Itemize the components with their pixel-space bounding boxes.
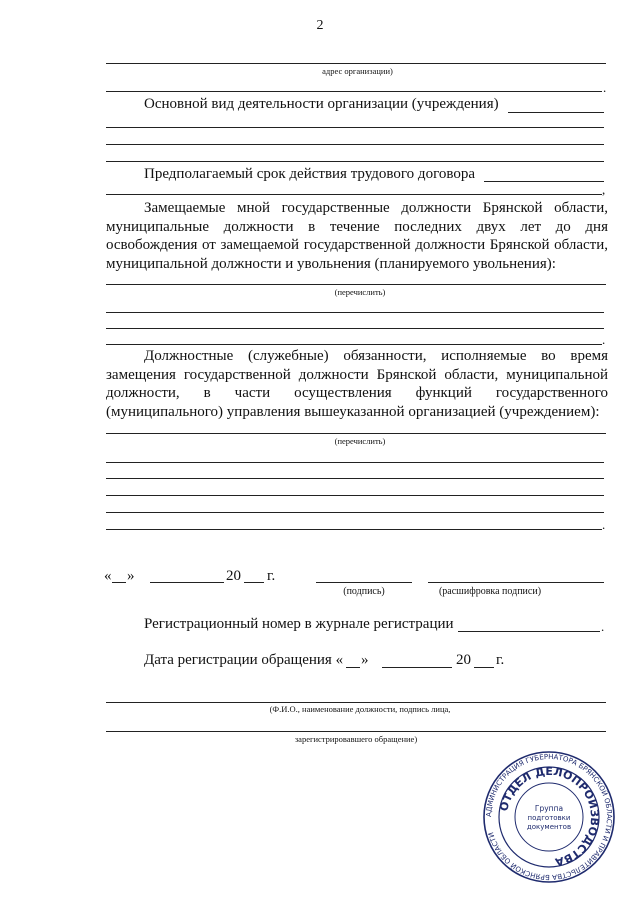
registration-number-label: Регистрационный номер в журнале регистрации [144, 616, 454, 632]
duties-line-6 [106, 529, 602, 530]
positions-line-1 [106, 284, 606, 285]
registration-year-blank [474, 667, 494, 668]
contract-term-dot: , [602, 182, 606, 197]
registrar-caption-1: (Ф.И.О., наименование должности, подпись лица, [269, 704, 451, 714]
duties-dot: . [602, 517, 606, 532]
department-stamp [482, 750, 616, 884]
signature-decode-line [428, 582, 604, 583]
registrar-line-1 [106, 702, 606, 703]
stamp-center-line-3: документов [526, 823, 572, 831]
positions-paragraph: Замещаемые мной государственные должности Брянской области, муниципальные должности в течение последних двух лет до дня освобождения от замещаемой государственной должности Брянской области, муниципальной должности и увольнения (планируемого увольнения): [106, 200, 608, 272]
date-day-blank [112, 582, 126, 583]
address-line [106, 63, 606, 64]
address-line-dot: . [603, 80, 607, 95]
contract-term-label: Предполагаемый срок действия трудового договора [144, 166, 475, 182]
positions-list-caption: (перечислить) [334, 287, 386, 297]
duties-list-caption: (перечислить) [334, 436, 386, 446]
duties-line-2 [106, 462, 604, 463]
signature-decode-caption: (расшифровка подписи) [438, 586, 542, 597]
duties-line-3 [106, 478, 604, 479]
contract-term-blank [484, 181, 604, 182]
registration-number-blank [458, 631, 600, 632]
duties-line-5 [106, 512, 604, 513]
signature-caption: (подпись) [343, 586, 385, 597]
activity-line-3 [106, 161, 604, 162]
date-open-quote: « [104, 568, 112, 584]
date-year-suffix: г. [267, 568, 276, 584]
date-year-prefix: 20 [226, 568, 241, 584]
registration-date-label: Дата регистрации обращения « [144, 652, 344, 668]
page-number: 2 [316, 18, 324, 33]
activity-line-1 [106, 127, 604, 128]
stamp-center-line-1: Группа [534, 804, 564, 813]
registrar-line-2 [106, 731, 606, 732]
registration-year-prefix: 20 [456, 652, 471, 668]
stamp-center-line-2: подготовки [527, 814, 571, 822]
positions-dot: . [602, 332, 606, 347]
registration-year-suffix: г. [496, 652, 505, 668]
contract-term-line [106, 194, 602, 195]
signature-line [316, 582, 412, 583]
duties-paragraph: Должностные (служебные) обязанности, исполняемые во время замещения государственной должности Брянской области, муниципальной должности, в части осуществления функций государственного (муниципального) управления вышеуказанной организацией (учреждением): [106, 348, 608, 420]
registration-date-close-quote: » [361, 652, 369, 668]
registration-number-dot: . [601, 619, 605, 634]
registration-date-day-blank [346, 667, 360, 668]
address-line-2 [106, 91, 602, 92]
positions-line-3 [106, 328, 604, 329]
positions-line-4 [106, 344, 602, 345]
registrar-caption-2: зарегистрировавшего обращение) [294, 734, 418, 744]
date-close-quote: » [127, 568, 135, 584]
registration-date-month-blank [382, 667, 452, 668]
address-caption: адрес организации) [322, 66, 393, 76]
positions-line-2 [106, 312, 604, 313]
stamp-ring-text: АДМИНИСТРАЦИЯ ГУБЕРНАТОРА БРЯНСКОЙ ОБЛАСТИ И ПРАВИТЕЛЬСТВА БРЯНСКОЙ ОБЛАСТИ [484, 752, 614, 882]
stamp-dept-text: ОТДЕЛ ДЕЛОПРОИЗВОДСТВА [497, 764, 602, 869]
date-month-blank [150, 582, 224, 583]
duties-line-1 [106, 433, 606, 434]
main-activity-label: Основной вид деятельности организации (учреждения) [144, 96, 499, 112]
main-activity-blank [508, 112, 604, 113]
duties-line-4 [106, 495, 604, 496]
activity-line-2 [106, 144, 604, 145]
date-year-blank [244, 582, 264, 583]
